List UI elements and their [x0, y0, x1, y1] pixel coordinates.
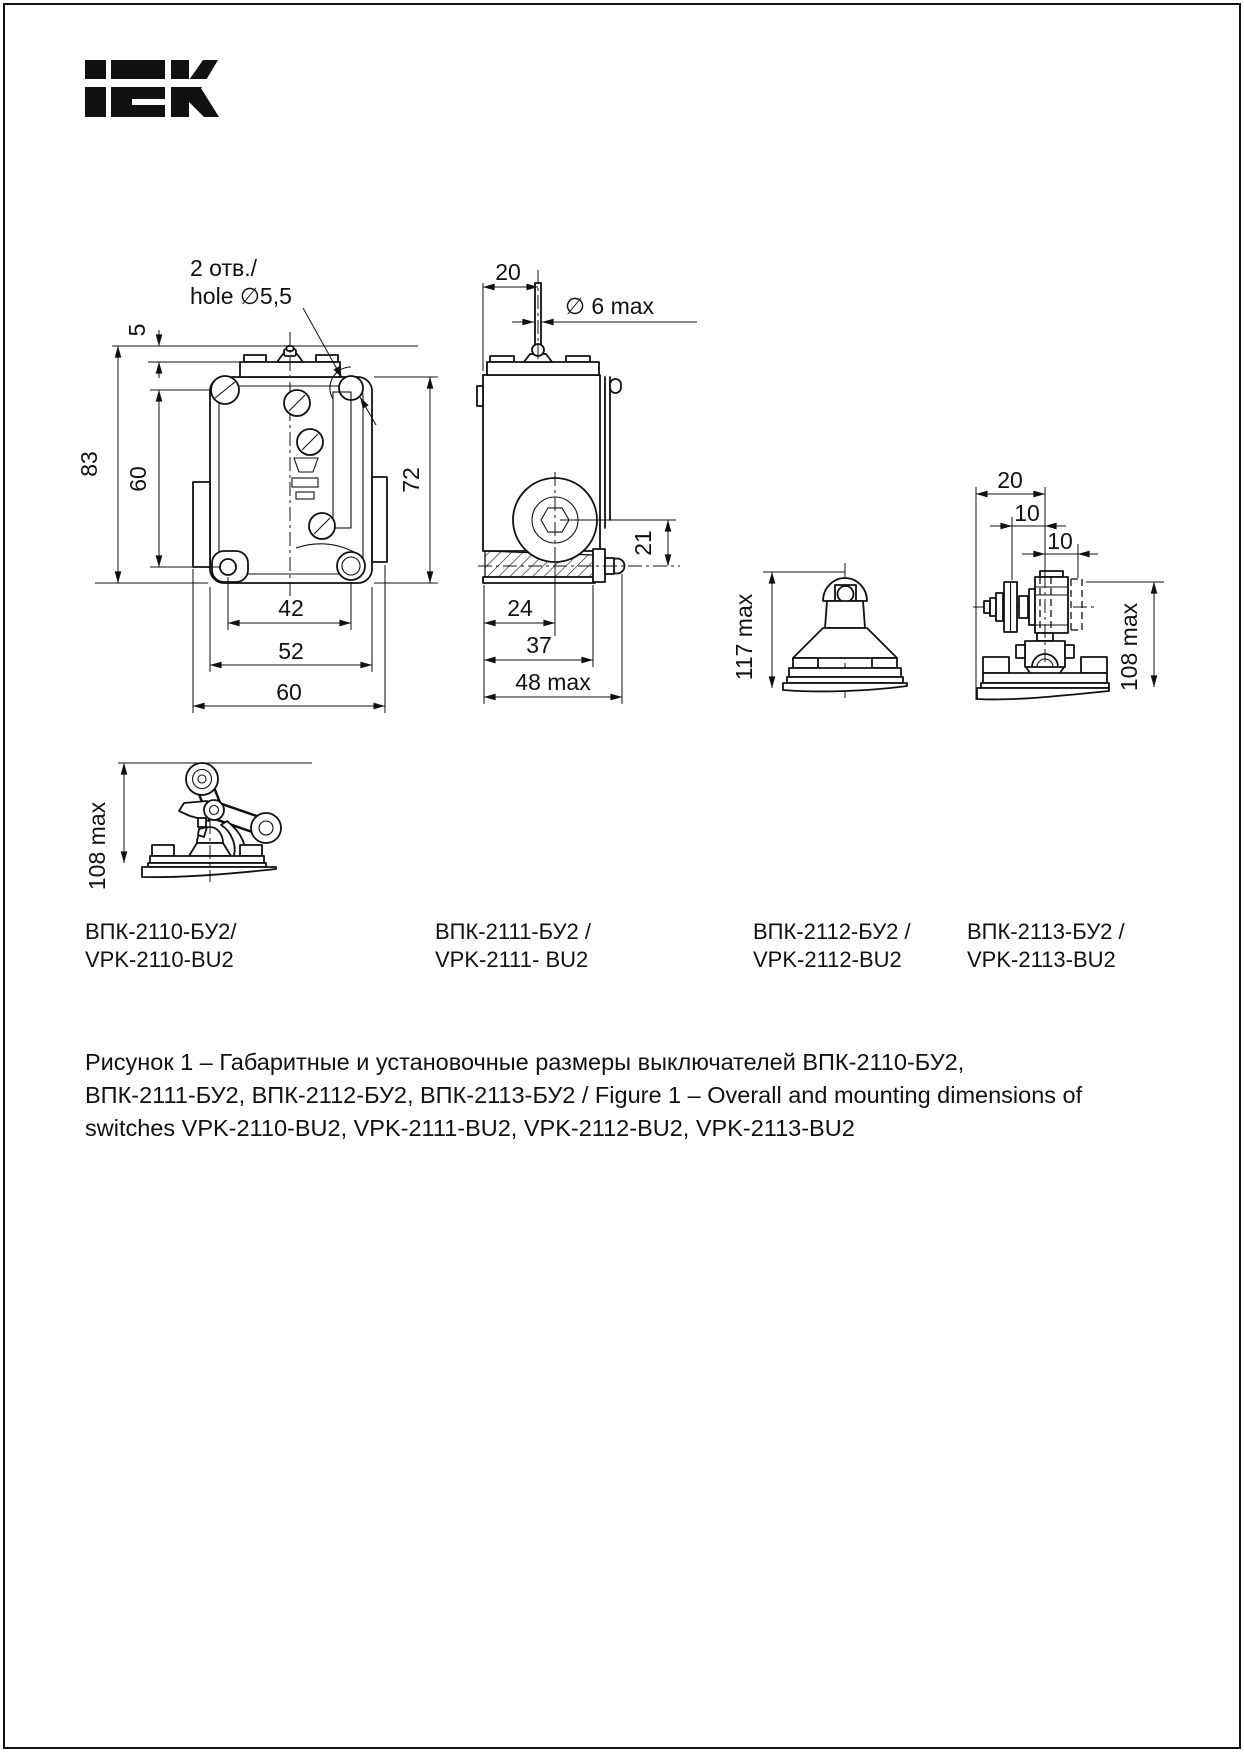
model-label-vpk-2112 — [753, 918, 911, 974]
dim-83: 83 — [76, 451, 102, 477]
dim-52: 52 — [278, 638, 304, 664]
dim-60-horizontal: 60 — [276, 679, 302, 705]
model-label-ru: ВПК-2111-БУ2 / — [435, 919, 591, 944]
dim-60-vertical: 60 — [125, 466, 151, 492]
dim-48-max: 48 max — [515, 669, 591, 695]
drawing-lever-view — [84, 763, 312, 890]
hole-note-line1: 2 отв./ — [190, 255, 258, 281]
drawing-front-view — [76, 255, 438, 713]
dim-20-roller: 20 — [997, 467, 1023, 493]
hole-note-line2: hole ∅5,5 — [190, 283, 292, 309]
dim-21: 21 — [630, 530, 656, 556]
model-label-en: VPK-2112-BU2 — [753, 947, 902, 972]
dim-72: 72 — [398, 467, 424, 493]
model-label-vpk-2113 — [967, 918, 1125, 974]
lever-roller — [186, 763, 218, 795]
dim-20-side: 20 — [495, 259, 521, 285]
left-mount-tab — [193, 482, 210, 567]
caption-line-2: ВПК-2111-БУ2, ВПК-2112-БУ2, ВПК-2113-БУ2 / Figure 1 – Overall and mounting dimensions of — [85, 1082, 1083, 1108]
model-label-en: VPK-2111- BU2 — [435, 947, 589, 972]
model-label-ru: ВПК-2110-БУ2/ — [85, 919, 237, 944]
lever-pivot — [204, 800, 224, 820]
dim-108-max-roller: 108 max — [1116, 602, 1142, 692]
drawing-roller-plunger-view — [973, 467, 1164, 700]
model-label-ru: ВПК-2112-БУ2 / — [753, 919, 911, 944]
model-label-vpk-2110 — [85, 918, 237, 974]
drawing-side-view — [477, 259, 697, 704]
dim-117-max: 117 max — [731, 593, 757, 681]
model-label-ru: ВПК-2113-БУ2 / — [967, 919, 1125, 944]
dim-24: 24 — [507, 595, 533, 621]
button-skirt — [793, 628, 897, 658]
model-label-en: VPK-2113-BU2 — [967, 947, 1116, 972]
mount-hole-bottom — [220, 559, 236, 575]
model-label-en: VPK-2110-BU2 — [85, 947, 234, 972]
dim-rod-diameter: ∅ 6 max — [565, 293, 655, 319]
dim-108-max-lever: 108 max — [84, 801, 110, 891]
dim-37: 37 — [526, 632, 552, 658]
logo-slice — [80, 79, 226, 87]
right-mount-tab — [372, 477, 387, 562]
dim-42: 42 — [278, 595, 304, 621]
dim-10-left: 10 — [1014, 500, 1040, 526]
drawing-button-view — [731, 563, 907, 698]
dim-5: 5 — [124, 323, 150, 337]
dim-10-right: 10 — [1047, 528, 1073, 554]
caption-line-1: Рисунок 1 – Габаритные и установочные размеры выключателей ВПК-2110-БУ2, — [85, 1049, 965, 1075]
model-label-vpk-2111 — [435, 918, 591, 974]
figure-caption — [85, 1046, 1082, 1145]
caption-line-3: switches VPK-2110-BU2, VPK-2111-BU2, VPK-2112-BU2, VPK-2113-BU2 — [85, 1115, 855, 1141]
iek-logo — [80, 60, 226, 117]
